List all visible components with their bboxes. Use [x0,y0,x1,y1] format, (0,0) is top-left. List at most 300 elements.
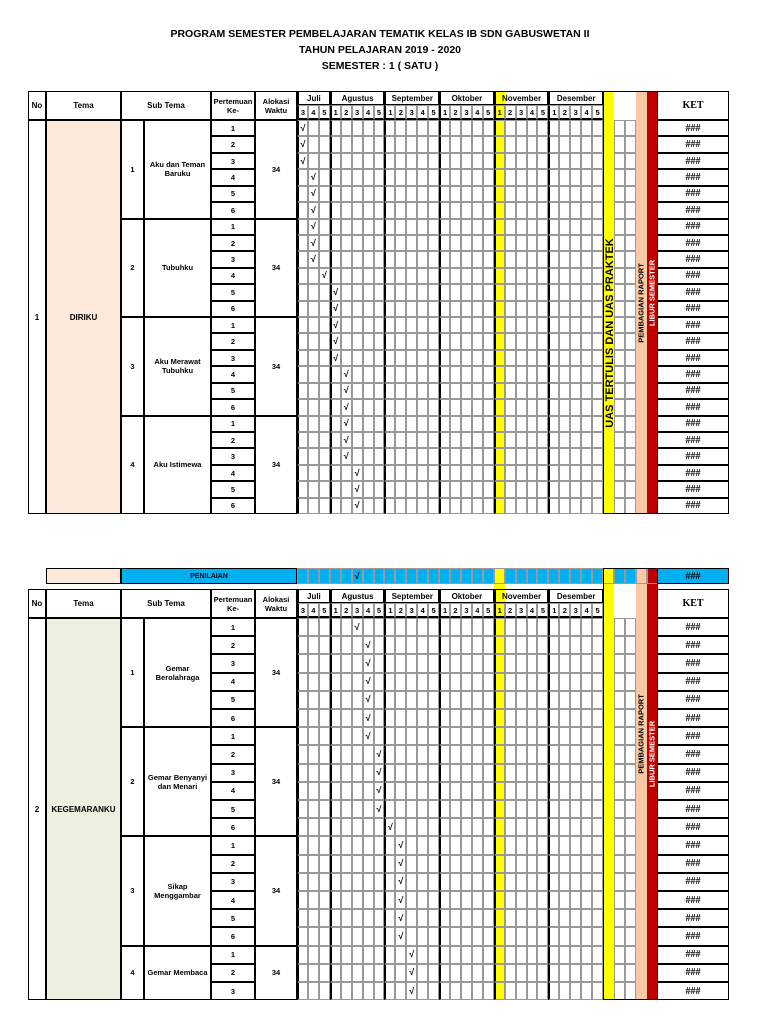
week-cell [570,946,581,964]
week-cell [439,399,450,415]
subtema-name: Gemar Berolahraga [144,618,211,727]
ket-value: ### [657,709,729,727]
penilaian-week-cell: √ [352,568,363,584]
week-cell [352,636,363,654]
week-cell [330,432,341,448]
week-cell [330,186,341,202]
week-cell [537,301,548,317]
pertemuan-number: 1 [211,836,255,854]
week-cell [472,745,483,763]
week-cell [384,416,395,432]
week-cell [297,691,308,709]
week-cell [527,268,538,284]
week-cell [374,333,385,349]
week-cell [374,268,385,284]
week-cell [483,120,494,136]
check-mark: √ [330,284,341,300]
week-cell [417,618,428,636]
week-cell [461,153,472,169]
pertemuan-number: 5 [211,800,255,818]
week-cell [548,186,559,202]
week-cell [505,399,516,415]
week-cell [570,465,581,481]
december-column-border [603,568,658,1000]
week-cell [483,383,494,399]
penilaian-week-cell [494,568,505,584]
week-cell [297,350,308,366]
subtema-name: Aku Istimewa [144,416,211,515]
week-cell [417,350,428,366]
week-cell [450,202,461,218]
week-cell [319,654,330,672]
week-cell [581,120,592,136]
week-cell [472,333,483,349]
pertemuan-number: 2 [211,136,255,152]
week-cell [472,618,483,636]
week-cell [570,383,581,399]
week-cell [341,251,352,267]
week-cell [516,891,527,909]
week-cell [374,498,385,514]
week-cell [472,855,483,873]
week-cell [428,383,439,399]
week-cell [570,481,581,497]
week-cell [319,982,330,1000]
week-cell [461,219,472,235]
week-cell [319,927,330,945]
ket-value: ### [657,481,729,497]
week-cell [363,481,374,497]
penilaian-week-cell [330,568,341,584]
week-cell [483,818,494,836]
ket-value: ### [657,946,729,964]
week-cell [330,366,341,382]
check-mark: √ [374,782,385,800]
week-cell [570,618,581,636]
week-cell [581,251,592,267]
week-cell [537,946,548,964]
week-cell [395,946,406,964]
week-cell [297,891,308,909]
pertemuan-number: 2 [211,235,255,251]
week-cell [461,251,472,267]
week-cell [483,448,494,464]
week-cell [341,982,352,1000]
week-cell [527,120,538,136]
week-cell [384,709,395,727]
week-cell [395,982,406,1000]
check-mark: √ [395,836,406,854]
week-cell [537,727,548,745]
week-cell [417,169,428,185]
week-cell [319,618,330,636]
week-cell [341,818,352,836]
week-cell [537,691,548,709]
week-cell [428,800,439,818]
week-cell [483,416,494,432]
week-cell [341,153,352,169]
pertemuan-number: 1 [211,618,255,636]
week-cell [330,498,341,514]
week-cell [483,782,494,800]
week-cell [428,268,439,284]
week-cell [417,186,428,202]
week-cell [374,202,385,218]
week-header: 5 [592,105,603,120]
week-cell [406,764,417,782]
week-cell [395,366,406,382]
week-cell [570,235,581,251]
week-cell [548,636,559,654]
month-header: November [494,91,549,105]
week-cell [548,235,559,251]
week-cell [516,800,527,818]
week-cell [352,219,363,235]
week-cell [450,727,461,745]
week-cell [527,818,538,836]
week-cell [548,251,559,267]
week-cell [494,982,505,1000]
penilaian-week-cell [472,568,483,584]
week-cell [428,136,439,152]
week-cell [297,927,308,945]
week-header: 5 [428,105,439,120]
week-cell [505,432,516,448]
month-header: November [494,589,549,603]
week-cell [395,333,406,349]
week-cell [330,873,341,891]
week-cell [537,673,548,691]
week-cell [483,432,494,448]
week-cell [527,235,538,251]
week-cell [374,169,385,185]
week-cell [537,618,548,636]
week-cell [483,465,494,481]
week-cell [450,855,461,873]
week-cell [483,399,494,415]
week-cell [439,284,450,300]
week-cell [352,873,363,891]
week-cell [319,709,330,727]
week-cell [308,836,319,854]
raport-vertical-label: PEMBAGIAN RAPORT [636,262,646,343]
week-cell [527,691,538,709]
week-cell [537,136,548,152]
week-cell [472,432,483,448]
week-cell [395,448,406,464]
week-cell [516,855,527,873]
week-cell [297,219,308,235]
week-cell [428,251,439,267]
week-cell [395,416,406,432]
ket-value: ### [657,465,729,481]
week-cell [592,432,603,448]
ket-value: ### [657,219,729,235]
week-cell [581,235,592,251]
week-cell [570,636,581,654]
week-cell [483,186,494,202]
header-pertemuan: Pertemuan Ke- [211,589,255,618]
week-cell [374,654,385,672]
week-cell [592,964,603,982]
week-cell [472,727,483,745]
week-cell [319,186,330,202]
week-cell [592,927,603,945]
header-no: No [28,589,46,618]
week-cell [319,855,330,873]
check-mark: √ [363,691,374,709]
week-cell [559,927,570,945]
week-cell [341,284,352,300]
week-cell [494,946,505,964]
week-cell [537,186,548,202]
penilaian-week-cell [483,568,494,584]
week-cell [483,691,494,709]
week-cell [461,673,472,691]
week-cell [516,202,527,218]
week-cell [428,120,439,136]
week-cell [527,301,538,317]
week-cell [330,964,341,982]
week-cell [537,202,548,218]
week-cell [548,782,559,800]
week-cell [450,219,461,235]
pertemuan-number: 6 [211,818,255,836]
week-cell [461,909,472,927]
week-cell [450,636,461,654]
tema-name: DIRIKU [46,120,121,514]
week-cell [450,927,461,945]
week-cell [559,383,570,399]
week-cell [483,153,494,169]
week-cell [297,873,308,891]
week-cell [559,800,570,818]
check-mark: √ [374,800,385,818]
week-cell [592,836,603,854]
week-cell [308,800,319,818]
week-cell [406,618,417,636]
week-cell [406,169,417,185]
week-cell [439,618,450,636]
week-cell [494,219,505,235]
week-cell [592,251,603,267]
week-cell [439,169,450,185]
week-cell [417,481,428,497]
ket-value: ### [657,350,729,366]
week-header: 5 [537,603,548,618]
penilaian-week-cell [592,568,603,584]
week-cell [363,350,374,366]
week-cell [352,333,363,349]
ket-value: ### [657,317,729,333]
week-cell [439,727,450,745]
week-cell [505,654,516,672]
week-cell [548,982,559,1000]
week-cell [406,782,417,800]
ket-value: ### [657,673,729,691]
week-cell [341,727,352,745]
week-cell [439,481,450,497]
header-tema: Tema [46,589,121,618]
week-cell [384,465,395,481]
week-cell [494,416,505,432]
week-cell [308,301,319,317]
week-header: 1 [439,603,450,618]
ket-value: ### [657,448,729,464]
schedule-table-diriku [0,91,768,517]
week-cell [450,818,461,836]
week-cell [494,465,505,481]
week-cell [516,301,527,317]
week-cell [592,481,603,497]
week-cell [363,301,374,317]
week-cell [406,709,417,727]
week-cell [439,673,450,691]
week-cell [352,383,363,399]
week-cell [395,169,406,185]
week-cell [483,498,494,514]
week-cell [439,927,450,945]
week-cell [461,465,472,481]
week-cell [319,691,330,709]
week-cell [461,416,472,432]
week-cell [527,481,538,497]
week-cell [592,301,603,317]
week-cell [570,927,581,945]
week-cell [319,153,330,169]
week-cell [527,350,538,366]
week-cell [395,399,406,415]
week-cell [341,873,352,891]
pertemuan-number: 2 [211,745,255,763]
week-cell [472,891,483,909]
week-cell [461,399,472,415]
ket-value: ### [657,618,729,636]
week-cell [592,186,603,202]
week-cell [352,964,363,982]
week-cell [505,448,516,464]
week-cell [450,169,461,185]
week-cell [297,399,308,415]
week-cell [472,317,483,333]
week-cell [516,927,527,945]
week-cell [516,964,527,982]
week-cell [417,448,428,464]
week-cell [494,800,505,818]
week-cell [537,333,548,349]
week-cell [472,691,483,709]
week-cell [483,366,494,382]
week-cell [330,481,341,497]
week-cell [537,891,548,909]
pertemuan-number: 3 [211,982,255,1000]
week-cell [417,782,428,800]
ket-value: ### [657,284,729,300]
week-cell [395,284,406,300]
week-cell [461,654,472,672]
week-header: 3 [461,603,472,618]
week-cell [363,153,374,169]
week-cell [363,782,374,800]
week-header: 1 [494,603,505,618]
week-cell [395,691,406,709]
week-cell [450,982,461,1000]
week-cell [319,818,330,836]
week-cell [527,333,538,349]
week-cell [494,673,505,691]
week-cell [537,399,548,415]
ket-value: ### [657,235,729,251]
check-mark: √ [352,618,363,636]
week-cell [527,251,538,267]
week-header: 3 [461,105,472,120]
week-cell [308,818,319,836]
week-cell [548,268,559,284]
week-cell [592,673,603,691]
week-cell [559,448,570,464]
week-cell [374,235,385,251]
week-cell [581,383,592,399]
week-cell [319,498,330,514]
week-cell [527,284,538,300]
week-cell [341,301,352,317]
week-cell [461,982,472,1000]
week-cell [439,946,450,964]
week-cell [319,136,330,152]
week-cell [374,383,385,399]
ket-value: ### [657,654,729,672]
week-cell [472,251,483,267]
week-cell [472,927,483,945]
week-cell [406,909,417,927]
subtema-number: 2 [121,219,144,318]
week-cell [483,982,494,1000]
week-header: 4 [472,603,483,618]
week-cell [406,202,417,218]
week-cell [472,946,483,964]
week-cell [330,909,341,927]
check-mark: √ [308,202,319,218]
check-mark: √ [363,709,374,727]
week-cell [428,691,439,709]
week-cell [494,301,505,317]
ket-value: ### [657,301,729,317]
week-cell [450,136,461,152]
week-cell [494,350,505,366]
week-cell [483,251,494,267]
week-cell [548,301,559,317]
alokasi-value: 34 [255,836,297,945]
week-cell [330,219,341,235]
week-cell [559,498,570,514]
week-cell [516,136,527,152]
week-cell [428,909,439,927]
week-cell [341,673,352,691]
ket-value: ### [657,782,729,800]
week-header: 5 [319,603,330,618]
document-title-block [0,26,760,74]
check-mark: √ [374,764,385,782]
header-alokasi: Alokasi Waktu [255,91,297,120]
week-cell [527,169,538,185]
week-cell [406,654,417,672]
pertemuan-number: 4 [211,673,255,691]
week-cell [450,709,461,727]
week-cell [461,691,472,709]
week-cell [439,800,450,818]
week-cell [319,333,330,349]
week-cell [319,964,330,982]
